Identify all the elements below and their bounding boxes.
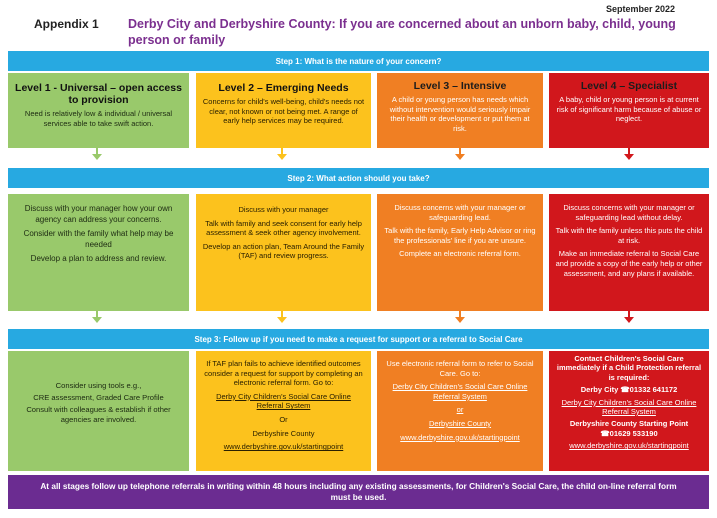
action-text: Talk with family and seek consent for early help assessment & seek other agency involvement. (205, 218, 362, 238)
down-arrow-icon (277, 154, 287, 160)
level-2-followup (196, 351, 371, 471)
derbyshire-startingpoint-link[interactable]: www.derbyshire.gov.uk/startingpoint (569, 441, 689, 451)
down-arrow-icon (455, 154, 465, 160)
level-4-text: A baby, child or young person is at current risk of significant harm because of abuse or neglect. (556, 95, 702, 124)
page-title: Derby City and Derbyshire County: If you are concerned about an unborn baby, child, young person or family (128, 17, 676, 47)
footer-note: At all stages follow up telephone referrals in writing within 48 hours including any existing assessments, for Children's Social Care, the child on-line referral form must be used. (8, 475, 709, 509)
level-4-box (549, 73, 709, 148)
action-text: Develop a plan to address and review. (30, 254, 167, 263)
document-date: September 2022 (605, 4, 675, 14)
action-text: Talk with the family, Early Help Advisor or ring the professionals' line if you are unsure. (384, 226, 536, 245)
action-text: Complete an electronic referral form. (399, 249, 521, 259)
level-1-text: Need is relatively low & individual / universal services able to take swift action. (24, 109, 173, 128)
derbyshire-county-phone[interactable]: ☎01629 533190 (600, 428, 658, 438)
level-2-box (196, 73, 371, 148)
action-text: Consider with the family what help may be needed (23, 229, 174, 249)
level-2-actions (196, 194, 371, 311)
level-3-actions (377, 194, 543, 311)
derby-city-label: Derby City (580, 385, 619, 395)
step-3-banner: Step 3: Follow up if you need to make a request for support or a referral to Social Care (8, 329, 709, 349)
down-arrow-icon (92, 154, 102, 160)
down-arrow-icon (92, 317, 102, 323)
action-text: Discuss with your manager (238, 205, 329, 214)
derby-city-referral-link[interactable]: Derby City Children's Social Care Online Referral System (392, 382, 528, 401)
followup-text: If TAF plan fails to achieve identified outcomes consider a request for support by completing an electronic referral form. Go to: (204, 359, 363, 388)
derby-city-phone[interactable]: ☎01332 641172 (620, 385, 678, 395)
level-2-text: Concerns for child's well-being, child's needs not clear, not known or not being met. A range of early help services may be required. (202, 97, 365, 126)
level-3-box (377, 73, 543, 148)
derbyshire-county-label: Derbyshire County Starting Point (569, 419, 689, 429)
or-label: or (456, 405, 464, 415)
level-3-text: A child or young person has needs which without intervention would seriously impair their health or development or put them at risk. (389, 95, 531, 133)
appendix-label: Appendix 1 (34, 17, 99, 31)
level-4-actions (549, 194, 709, 311)
down-arrow-icon (277, 317, 287, 323)
derbyshire-startingpoint-link[interactable]: www.derbyshire.gov.uk/startingpoint (223, 442, 344, 452)
followup-text: CRE assessment, Graded Care Profile (33, 393, 164, 402)
action-text: Talk with the family unless this puts the child at risk. (555, 226, 703, 245)
level-1-followup (8, 351, 189, 471)
derbyshire-county-link[interactable]: Derbyshire County (428, 418, 492, 428)
level-4-followup (549, 351, 709, 471)
county-label: Derbyshire County (252, 428, 315, 438)
derby-city-referral-link[interactable]: Derby City Children's Social Care Online Referral System (216, 391, 351, 411)
down-arrow-icon (624, 317, 634, 323)
level-4-title: Level 4 – Specialist (580, 80, 678, 92)
level-1-actions (8, 194, 189, 311)
step-1-banner: Step 1: What is the nature of your concern? (8, 51, 709, 71)
followup-text: Contact Children's Social Care immediately if a Child Protection referral is required: (556, 354, 702, 382)
followup-text: Consult with colleagues & establish if other agencies are involved. (26, 405, 171, 424)
followup-text: Consider using tools e.g., (55, 381, 142, 390)
step-2-banner: Step 2: What action should you take? (8, 168, 709, 188)
derby-city-referral-link[interactable]: Derby City Children's Social Care Online Referral System (561, 397, 697, 417)
or-label: Or (279, 414, 288, 424)
level-3-followup (377, 351, 543, 471)
level-3-title: Level 3 – Intensive (413, 80, 507, 92)
level-2-title: Level 2 – Emerging Needs (218, 82, 349, 94)
down-arrow-icon (455, 317, 465, 323)
derby-city-phone-line (555, 385, 703, 394)
down-arrow-icon (624, 154, 634, 160)
action-text: Develop an action plan, Team Around the Family (TAF) and review progress. (202, 241, 365, 261)
level-1-title: Level 1 - Universal – open access to provision (15, 82, 182, 106)
level-1-box (8, 73, 189, 148)
action-text: Discuss concerns with your manager or safeguarding lead without delay. (563, 203, 695, 222)
action-text: Make an immediate referral to Social Care and provide a copy of the early help or other assessment, and any plans if available. (555, 249, 703, 278)
action-text: Discuss with your manager how your own agency can address your concerns. (24, 204, 173, 224)
action-text: Discuss concerns with your manager or safeguarding lead. (394, 203, 526, 222)
followup-text: Use electronic referral form to refer to Social Care. Go to: (386, 359, 534, 378)
derbyshire-startingpoint-link[interactable]: www.derbyshire.gov.uk/startingpoint (400, 432, 520, 442)
